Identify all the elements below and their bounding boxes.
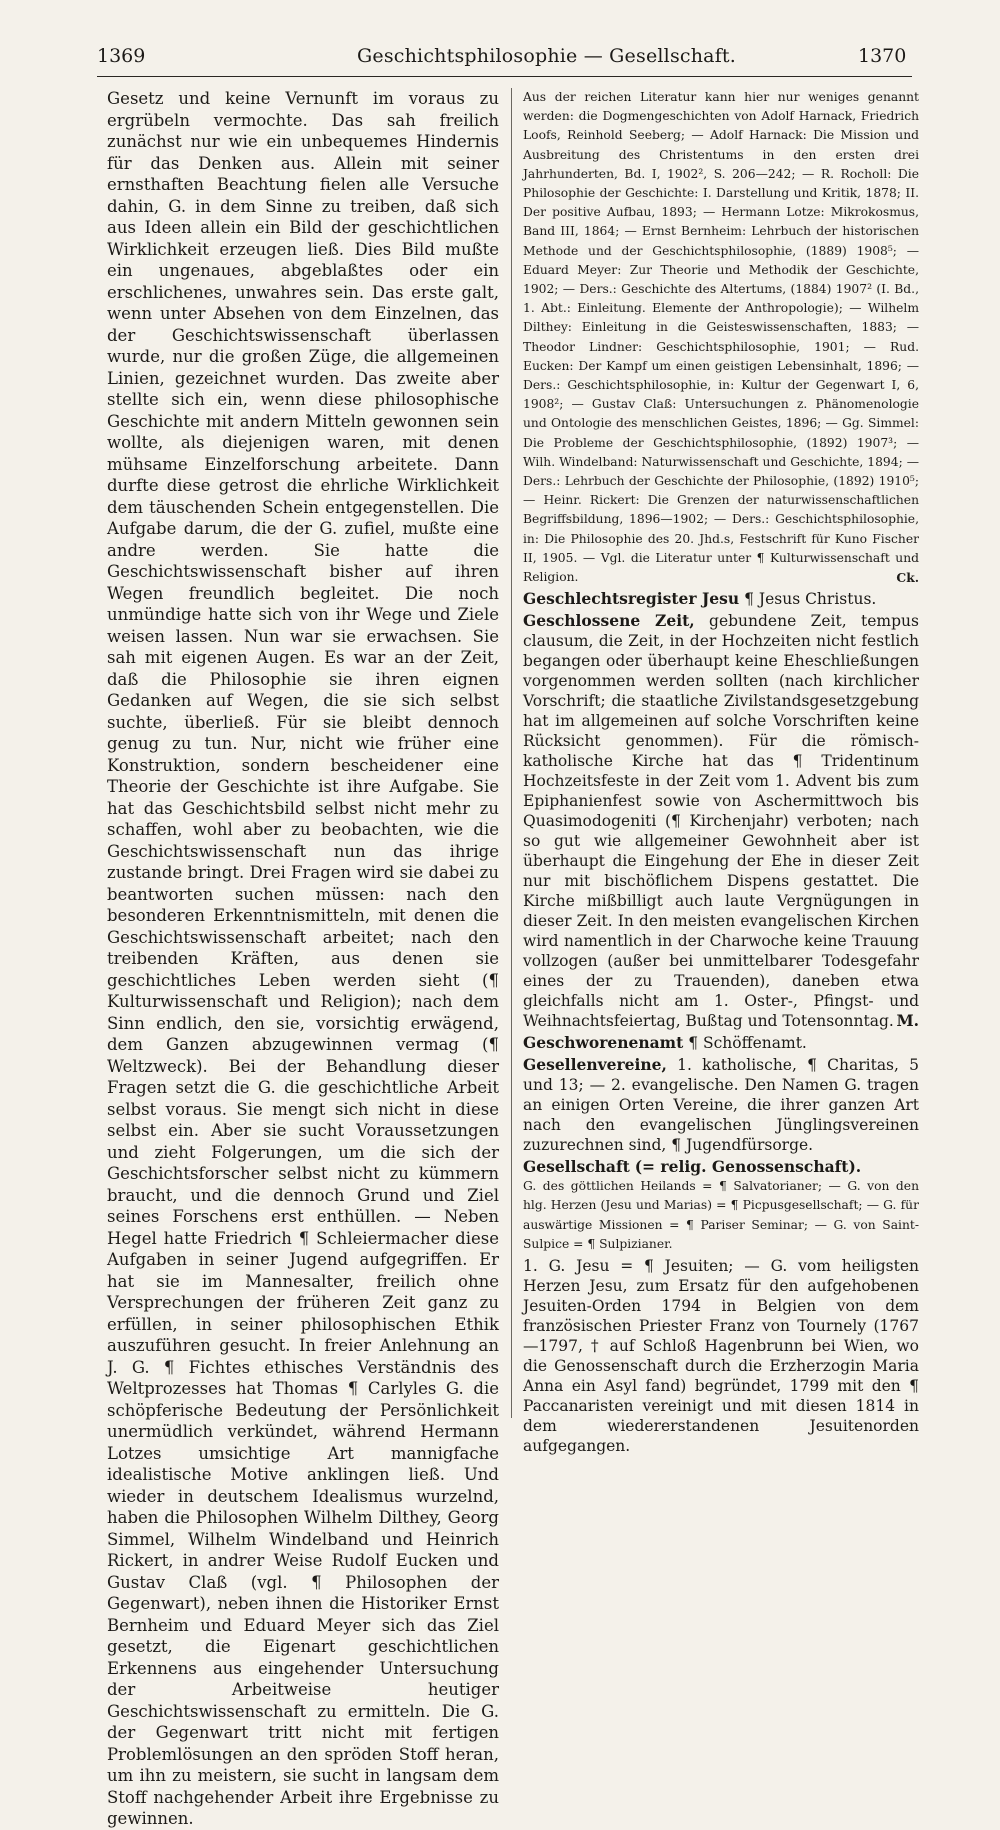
entry-text: gebundene Zeit, tempus clausum, die Zeit, in der Hochzeiten nicht festlich begangen oder überhaupt keine Eheschließungen vorgenommen werden sollten (nach kirchlicher Vorschrift; die staatliche Zivilstandsgesetzgebung hat im allgemeinen auf solche Vorschriften keine Rücksicht genommen). Für die römisch-katholische Kirche hat das ¶ Tridentinum Hochzeitsfeste in der Zeit vom 1. Advent bis zum Epiphanienfest sowie von Aschermittwoch bis Quasimodogeniti (¶ Kirchenjahr) verboten; nach so gut wie allgemeiner Gewohnheit aber ist überhaupt die Eingehung der Ehe in dieser Zeit nur mit bischöflichem Dispens gestattet. Die Kirche mißbilligt auch laute Vergnügungen in dieser Zeit. In den meisten evangelischen Kirchen wird namentlich in der Charwoche keine Trauung vollzogen (außer bei unmittelbarer Todesgefahr eines der zu Trauenden), daneben etwa gleichfalls nicht am 1. Oster-, Pfingst- und Weihnachtsfeiertag, Bußtag und Totensonntag. <box>523 612 919 1031</box>
bibliography-text: Aus der reichen Literatur kann hier nur weniges genannt werden: die Dogmengeschichten von Adolf Harnack, Friedrich Loofs, Reinhold Seeberg; — Adolf Harnack: Die Mission und Ausbreitung des Christentums in den ersten drei Jahrhunderten, Bd. I, 1902², S. 206—242; — R. Rocholl: Die Philosophie der Geschichte: I. Darstellung und Kritik, 1878; II. Der positive Aufbau, 1893; — Hermann Lotze: Mikrokosmus, Band III, 1864; — Ernst Bernheim: Lehrbuch der historischen Methode und der Geschichtsphilosophie, (1889) 1908⁵; — Eduard Meyer: Zur Theorie und Methodik der Geschichte, 1902; — Ders.: Geschichte des Altertums, (1884) 1907² (I. Bd., 1. Abt.: Einleitung. Elemente der Anthropologie); — Wilhelm Dilthey: Einleitung in die Geisteswissenschaften, 1883; — Theodor Lindner: Geschichtsphilosophie, 1901; — Rud. Eucken: Der Kampf um einen geistigen Lebensinhalt, 1896; — Ders.: Geschichtsphilosophie, in: Kultur der Gegenwart I, 6, 1908²; — Gustav Claß: Untersuchungen z. Phänomenologie und Ontologie des menschlichen Geistes, 1896; — Gg. Simmel: Die Probleme der Geschichtsphilosophie, (1892) 1907³; — Wilh. Windelband: Naturwissenschaft und Geschichte, 1894; — Ders.: Lehrbuch der Geschichte der Philosophie, (1892) 1910⁵; — Heinr. Rickert: Die Grenzen der naturwissenschaftlichen Begriffsbildung, 1896—1902; — Ders.: Geschichtsphilosophie, in: Die Philosophie des 20. Jhd.s, Festschrift für Kuno Fischer II, 1905. — Vgl. die Literatur unter ¶ Kulturwissenschaft und Religion. <box>523 90 919 585</box>
entry-lemma: Gesellenvereine, <box>523 1055 667 1075</box>
entry-lemma: Geschlechtsregister Jesu <box>523 589 740 609</box>
entry-text: ¶ Jesus Christus. <box>744 590 877 609</box>
right-column <box>523 88 919 1456</box>
entry-gesellschaft <box>523 1157 919 1177</box>
entry-subtitle: (= relig. Genossenschaft). <box>634 1157 862 1177</box>
left-column-text: Gesetz und keine Vernunft im voraus zu ergrübeln vermochte. Das sah freilich zunächst nur wie ein unbequemes Hindernis für das Denken aus. Allein mit seiner ernsthaften Beachtung fielen alle Versuche dahin, G. in dem Sinne zu treiben, daß sich aus Ideen allein ein Bild der geschichtlichen Wirklichkeit erzeugen ließ. Dies Bild mußte ein ungenaues, abgeblaßtes oder ein erschlichenes, unwahres sein. Das erste galt, wenn unter Absehen von dem Einzelnen, das der Geschichtswissenschaft überlassen wurde, nur die großen Züge, die allgemeinen Linien, gezeichnet wurden. Das zweite aber stellte sich ein, wenn diese philosophische Geschichte mit andern Mitteln gewonnen sein wollte, als diejenigen waren, mit denen mühsame Einzelforschung arbeitete. Dann durfte diese getrost die ehrliche Wirklichkeit dem täuschenden Schein entgegenstellen. Die Aufgabe darum, die der G. zufiel, mußte eine andre werden. Sie hatte die Geschichtswissenschaft bisher auf ihren Wegen freundlich begleitet. Die noch unmündige hatte sich von ihr Wege und Ziele weisen lassen. Nun war sie erwachsen. Sie sah mit eigenen Augen. Es war an der Zeit, daß die Philosophie sie ihren eignen Gedanken auf Wegen, die sie sich selbst suchte, überließ. Für sie bleibt dennoch genug zu tun. Nur, nicht wie früher eine Konstruktion, sondern bescheidener eine Theorie der Geschichte ist ihre Aufgabe. Sie hat das Geschichtsbild selbst nicht mehr zu schaffen, wohl aber zu beobachten, wie die Geschichtswissenschaft nun das ihrige zustande bringt. Drei Fragen wird sie dabei zu beantworten suchen müssen: nach den besonderen Erkenntnismitteln, mit denen die Geschichtswissenschaft arbeitet; nach den treibenden Kräften, aus denen sie geschichtliches Leben werden sieht (¶ Kulturwissenschaft und Religion); nach dem Sinn endlich, den sie, vorsichtig erwägend, dem Ganzen abzugewinnen vermag (¶ Weltzweck). Bei der Behandlung dieser Fragen setzt die G. die geschichtliche Arbeit selbst voraus. Sie mengt sich nicht in diese selbst ein. Aber sie sucht Voraussetzungen und zieht Folgerungen, um die sich der Geschichtsforscher selbst nicht zu kümmern braucht, und die dennoch Grund und Ziel seines Forschens erst enthüllen. — Neben Hegel hatte Friedrich ¶ Schleiermacher diese Aufgaben in seiner Jugend aufgegriffen. Er hat sie im Mannesalter, freilich ohne Versprechungen der früheren Zeit ganz zu erfüllen, in seiner philosophischen Ethik auszuführen gesucht. In freier Anlehnung an J. G. ¶ Fichtes ethisches Verständnis des Weltprozesses hat Thomas ¶ Carlyles G. die schöpferische Bedeutung der Persönlichkeit unermüdlich verkündet, während Hermann Lotzes umsichtige Art mannigfache idealistische Motive anklingen ließ. Und wieder in deutschem Idealismus wurzelnd, haben die Philosophen Wilhelm Dilthey, Georg Simmel, Wilhelm Windelband und Heinrich Rickert, in andrer Weise Rudolf Eucken und Gustav Claß (vgl. ¶ Philosophen der Gegenwart), neben ihnen die Historiker Ernst Bernheim und Eduard Meyer sich das Ziel gesetzt, die Eigenart geschichtlichen Erkennens aus eingehender Untersuchung der Arbeitweise heutiger Geschichtswissenschaft zu ermitteln. Die G. der Gegenwart tritt nicht mit fertigen Problemlösungen an den spröden Stoff heran, um ihn zu meistern, sie sucht in langsam dem Stoff nachgehender Arbeit ihre Ergebnisse zu gewinnen. <box>107 89 499 1828</box>
gesellschaft-crossrefs: G. des göttlichen Heilands = ¶ Salvatorianer; — G. von den hlg. Herzen (Jesu und Marias) = ¶ Picpusgesellschaft; — G. für auswärtige Missionen = ¶ Pariser Seminar; — G. von Saint-Sulpice = ¶ Sulpizianer. <box>523 1179 919 1251</box>
entry-geschlossene-zeit <box>523 611 919 1031</box>
entry-geschlechtsregister <box>523 589 919 609</box>
entry-geschworenenamt <box>523 1033 919 1053</box>
entry-signature: M. <box>896 1011 919 1031</box>
bibliography-paragraph <box>523 88 919 587</box>
entry-lemma: Geschworenenamt <box>523 1033 684 1053</box>
header-rule <box>97 76 912 77</box>
page-number-left: 1369 <box>97 45 146 67</box>
entry-gesellenvereine <box>523 1055 919 1155</box>
left-column <box>107 88 499 1828</box>
entry-text: 1. katholische, ¶ Charitas, 5 und 13; — 2. evangelische. Den Namen G. tragen an einigen Orten Vereine, die ihrer ganzen Art nach den evangelischen Jünglingsvereinen zuzurechnen sind, ¶ Jugendfürsorge. <box>523 1056 919 1155</box>
page-number-right: 1370 <box>858 45 907 67</box>
entry-lemma: Gesellschaft <box>523 1157 630 1177</box>
gesellschaft-section-1: 1. G. Jesu = ¶ Jesuiten; — G. vom heiligsten Herzen Jesu, zum Ersatz für den aufgehobenen Jesuiten-Orden 1794 in Belgien von dem französischen Priester Franz von Tournely (1767—1797, † auf Schloß Hagenbrunn bei Wien, wo die Genossenschaft durch die Erzherzogin Maria Anna ein Asyl fand) begründet, 1799 mit den ¶ Paccanaristen vereinigt und mit diesen 1814 in dem wiedererstandenen Jesuitenorden aufgegangen. <box>523 1257 919 1456</box>
entry-text: ¶ Schöffenamt. <box>688 1034 807 1053</box>
running-head: Geschichtsphilosophie — Gesellschaft. <box>357 45 737 67</box>
entry-lemma: Geschlossene Zeit, <box>523 611 695 631</box>
bibliography-signature: Ck. <box>896 570 919 586</box>
column-divider <box>511 88 512 1418</box>
